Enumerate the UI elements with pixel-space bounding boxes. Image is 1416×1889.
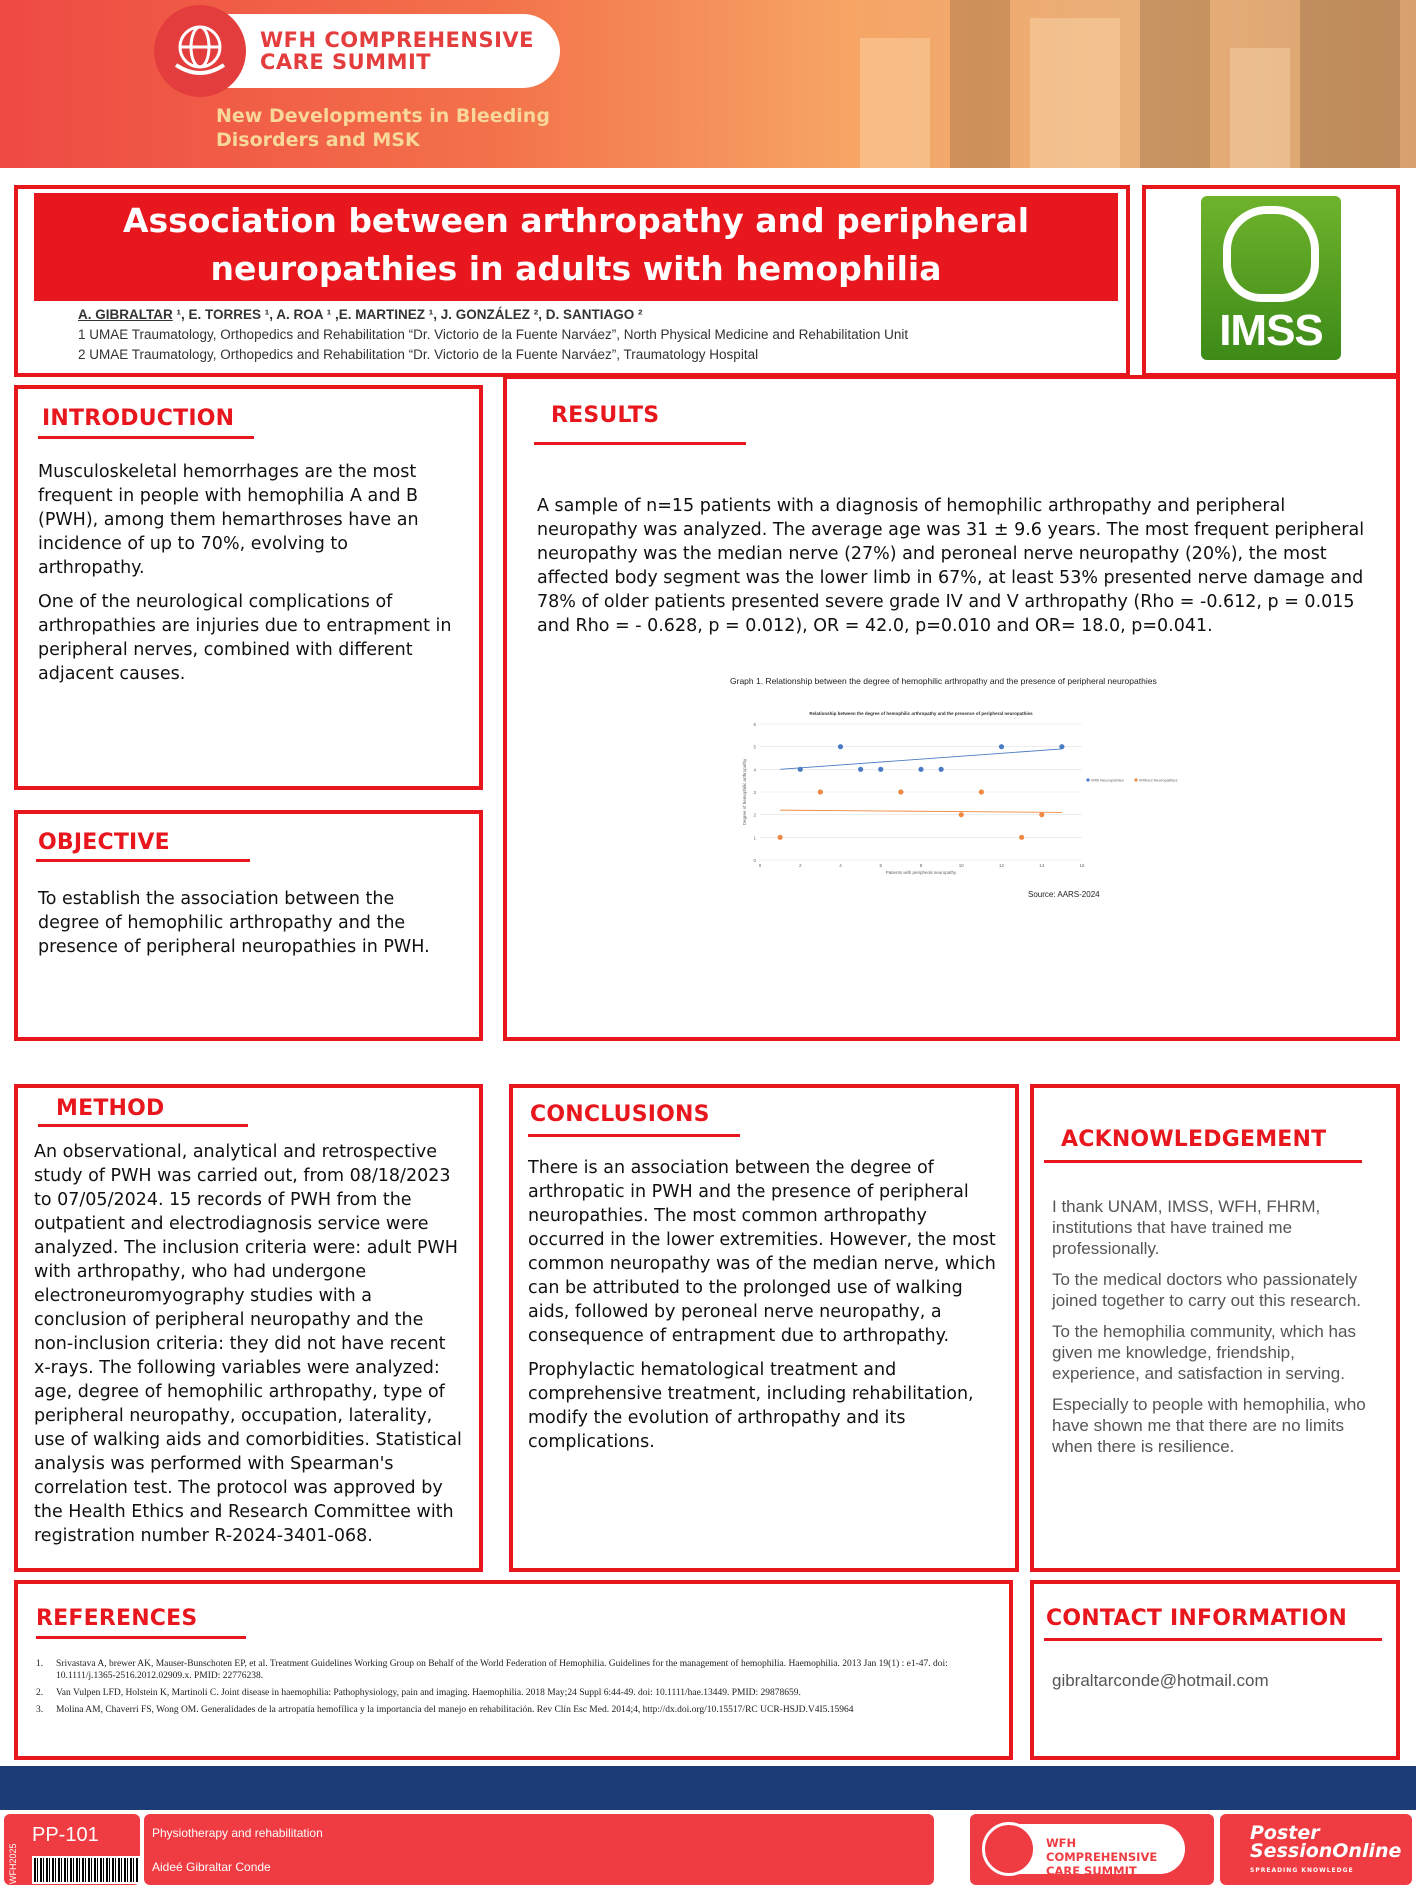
- data-point: [959, 812, 964, 817]
- imss-logo-text: IMSS: [1219, 306, 1323, 355]
- acknowledgement-paragraph-2: To the medical doctors who passionately joined together to carry out this research.: [1052, 1270, 1361, 1310]
- conclusions-underline: [528, 1134, 740, 1137]
- reference-number: 1.: [36, 1659, 44, 1669]
- introduction-paragraph-2: One of the neurological complications of arthropathies are injuries due to entrapment in peripheral nerves, combined with different adjacent causes.: [38, 592, 452, 684]
- footer: [0, 1810, 1416, 1889]
- data-point: [818, 789, 823, 794]
- poster-category: Physiotherapy and rehabilitation: [152, 1826, 323, 1840]
- y-tick-label: 2: [753, 812, 756, 818]
- contact-title: CONTACT INFORMATION: [1046, 1606, 1347, 1631]
- data-point: [1059, 744, 1064, 749]
- reference-item: [36, 1687, 996, 1699]
- data-point: [858, 767, 863, 772]
- x-tick-label: 8: [919, 863, 923, 868]
- pso-line-1: Poster: [1250, 1822, 1320, 1844]
- data-point: [939, 767, 944, 772]
- data-point: [979, 789, 984, 794]
- banner-subtitle-1: New Developments in Bleeding: [216, 105, 550, 127]
- footer-divider-bar: [0, 1766, 1416, 1810]
- data-point: [999, 744, 1004, 749]
- affiliation-1: 1 UMAE Traumatology, Orthopedics and Rehabilitation “Dr. Victorio de la Fuente Narváez”, North Physical Medicine and Rehabilitation Unit: [78, 327, 909, 342]
- authors-block: [78, 305, 908, 365]
- contact-underline: [1044, 1638, 1382, 1641]
- y-tick-label: 6: [753, 722, 756, 727]
- poster-author: Aideé Gibraltar Conde: [152, 1860, 271, 1874]
- x-axis-label: Patients with peripheral neuropathy: [885, 870, 957, 875]
- data-point: [1019, 835, 1024, 840]
- method-title: METHOD: [56, 1096, 165, 1121]
- reference-item: [36, 1704, 996, 1716]
- reference-text: Srivastava A, brewer AK, Mauser-Bunschoten EP, et al. Treatment Guidelines Working Group on Behalf of the World Federation of Hemophilia. Guidelines for the management of hemophilia. Haemophilia. 2013 Jan 19(1) : e1-47. doi: 10.1111/j.1365-2516.2012.02909.x. PMID: 22776238.: [56, 1659, 948, 1681]
- chart-title: Relationship between the degree of hemophilic arthropathy and the presence of peripheral neuropathies: [809, 711, 1033, 716]
- pso-line-2: SessionOnline: [1250, 1840, 1402, 1862]
- footer-logo-line-1: WFH COMPREHENSIVE: [1046, 1836, 1158, 1864]
- reference-item: [36, 1658, 996, 1682]
- footer-summit-logo: [990, 1824, 1185, 1878]
- acknowledgement-paragraph-1: I thank UNAM, IMSS, WFH, FHRM, institutions that have trained me professionally.: [1052, 1197, 1321, 1258]
- method-body: [34, 1140, 466, 1558]
- x-tick-label: 6: [879, 863, 883, 868]
- chart-source: Source: AARS-2024: [1028, 890, 1100, 899]
- reference-text: Molina AM, Chaverri FS, Wong OM. Generalidades de la artropatía hemofílica y la importancia del manejo en rehabilitación. Rev Clín Esc Med. 2014;4, http://dx.doi.org/10.15517/RC UCR-HSJD.V4I5.15964: [56, 1705, 854, 1715]
- x-tick-label: 14: [1039, 863, 1045, 868]
- globe-icon: [982, 1822, 1036, 1876]
- data-point: [1039, 812, 1044, 817]
- footer-vertical-label: WFH2025: [8, 1843, 18, 1884]
- legend-label: Without Neuropathies: [1139, 777, 1178, 783]
- method-underline: [38, 1124, 248, 1127]
- legend-label: With Neuropathies: [1091, 777, 1124, 783]
- reference-text: Van Vulpen LFD, Holstein K, Martinoli C. Joint disease in haemophilia: Pathophysiology, pain and imaging. Haemophilia. 2018 May;24 Suppl 6:44-49. doi: 10.1111/hae.13449. PMID: 29878659.: [56, 1688, 801, 1698]
- introduction-title: INTRODUCTION: [42, 406, 235, 431]
- y-tick-label: 3: [753, 790, 756, 795]
- x-tick-label: 2: [798, 863, 802, 868]
- globe-hands-icon: [154, 5, 246, 97]
- pso-tagline: SPREADING KNOWLEDGE: [1250, 1867, 1354, 1874]
- legend-marker: [1086, 778, 1089, 781]
- header-banner: [0, 0, 1416, 168]
- imss-logo: [1201, 196, 1341, 360]
- poster-code: PP-101: [32, 1824, 99, 1846]
- barcode-icon: [32, 1856, 140, 1884]
- footer-logo-line-2: CARE SUMMIT: [1046, 1864, 1137, 1878]
- poster-title: [34, 193, 1118, 301]
- results-underline: [534, 442, 746, 445]
- title-line-2: neuropathies in adults with hemophilia: [210, 249, 942, 288]
- x-tick-label: 0: [758, 863, 762, 868]
- summit-logo: [160, 14, 560, 88]
- x-tick-label: 4: [839, 863, 842, 868]
- acknowledgement-title: ACKNOWLEDGEMENT: [1061, 1127, 1327, 1152]
- references-underline: [36, 1636, 246, 1639]
- results-paragraph: A sample of n=15 patients with a diagnosis of hemophilic arthropathy and peripheral neuropathy was analyzed. The average age was 31 ± 9.6 years. The most frequent peripheral neuropathy was the median nerve (27%) and peroneal nerve neuropathy (20%), the most affected body segment was the lower limb in 67%, at least 53% presented nerve damage and 78% of older patients presented severe grade IV and V arthropathy (Rho = -0.612, p = 0.015 and Rho = - 0.628, p = 0.012), OR = 42.0, p=0.010 and OR= 18.0, p=0.041.: [537, 496, 1365, 636]
- data-point: [798, 767, 803, 772]
- references-title: REFERENCES: [36, 1606, 198, 1631]
- results-body: [537, 494, 1377, 648]
- conclusions-paragraph-2: Prophylactic hematological treatment and comprehensive treatment, including rehabilitation, modify the evolution of arthropathy and its complications.: [528, 1360, 974, 1452]
- poster-session-online-logo: [1250, 1824, 1401, 1880]
- acknowledgement-underline: [1044, 1160, 1362, 1163]
- title-line-1: Association between arthropathy and peripheral: [122, 201, 1030, 240]
- method-paragraph: An observational, analytical and retrospective study of PWH was carried out, from 08/18/2023 to 07/05/2024. 15 records of PWH from the outpatient and electrodiagnosis service were analyzed. The inclusion criteria were: adult PWH with arthropathy, who had undergone electroneuromyography studies with a conclusion of peripheral neuropathy and the non-inclusion criteria: they did not have recent x-rays. The following variables were analyzed: age, degree of hemophilic arthropathy, type of peripheral neuropathy, occupation, laterality, use of walking aids and comorbidities. Statistical analysis was performed with Spearman's correlation test. The protocol was approved by the Health Ethics and Research Committee with registration number R-2024-3401-068.: [34, 1142, 462, 1546]
- footer-info-segment: [144, 1814, 934, 1885]
- logo-line-1: WFH COMPREHENSIVE: [260, 28, 534, 52]
- conclusions-title: CONCLUSIONS: [530, 1102, 710, 1127]
- x-tick-label: 10: [958, 863, 964, 868]
- references-list: [36, 1658, 996, 1721]
- introduction-paragraph-1: Musculoskeletal hemorrhages are the most frequent in people with hemophilia A and B (PWH), among them hemarthroses have an incidence of up to 70%, evolving to arthropathy.: [38, 462, 419, 578]
- other-authors: ¹, E. TORRES ¹, A. ROA ¹ ,E. MARTINEZ ¹, J. GONZÁLEZ ², D. SANTIAGO ²: [172, 307, 643, 322]
- affiliation-2: 2 UMAE Traumatology, Orthopedics and Rehabilitation “Dr. Victorio de la Fuente Narváez”, Traumatology Hospital: [78, 347, 759, 362]
- y-tick-label: 5: [753, 744, 756, 750]
- results-title: RESULTS: [551, 403, 660, 428]
- data-point: [898, 789, 903, 794]
- trend-line: [780, 749, 1062, 769]
- objective-title: OBJECTIVE: [38, 830, 170, 855]
- imss-eagle-icon: [1223, 206, 1319, 302]
- y-tick-label: 1: [753, 835, 756, 841]
- banner-subtitle-2: Disorders and MSK: [216, 129, 420, 151]
- y-axis-label: Degree of hemophilic arthropathy: [742, 758, 747, 826]
- y-tick-label: 0: [753, 858, 756, 863]
- y-tick-label: 4: [753, 767, 756, 773]
- objective-body: [38, 887, 458, 969]
- conclusions-paragraph-1: There is an association between the degree of arthropatic in PWH and the presence of peripheral neuropathies. The most common arthropathy occurred in the lower extremities. However, the most common neuropathy was of the median nerve, which can be attributed to the prolonged use of walking aids, followed by peroneal nerve neuropathy, a consequence of entrapment due to arthropathy.: [528, 1158, 996, 1346]
- data-point: [838, 744, 843, 749]
- logo-line-2: CARE SUMMIT: [260, 50, 432, 74]
- footer-code-segment: [4, 1814, 140, 1885]
- objective-underline: [36, 859, 250, 862]
- x-tick-label: 12: [998, 863, 1005, 868]
- legend-marker: [1134, 778, 1137, 781]
- contact-email[interactable]: gibraltarconde@hotmail.com: [1052, 1671, 1269, 1690]
- x-tick-label: 16: [1079, 863, 1085, 868]
- data-point: [918, 767, 923, 772]
- introduction-underline: [38, 436, 254, 439]
- conclusions-body: [528, 1156, 1003, 1464]
- introduction-body: [38, 460, 458, 696]
- acknowledgement-body: [1052, 1196, 1387, 1467]
- data-point: [878, 767, 883, 772]
- acknowledgement-paragraph-3: To the hemophilia community, which has given me knowledge, friendship, experience, and satisfaction in serving.: [1052, 1322, 1356, 1383]
- scatter-chart: [740, 706, 1178, 886]
- first-author: A. GIBRALTAR: [78, 307, 173, 322]
- chart-caption: Graph 1. Relationship between the degree of hemophilic arthropathy and the presence of peripheral neuropathies: [730, 676, 1157, 686]
- reference-number: 3.: [36, 1705, 44, 1715]
- data-point: [778, 835, 783, 840]
- reference-number: 2.: [36, 1688, 44, 1698]
- acknowledgement-paragraph-4: Especially to people with hemophilia, who have shown me that there are no limits when there is resilience.: [1052, 1395, 1366, 1456]
- objective-paragraph: To establish the association between the degree of hemophilic arthropathy and the presence of peripheral neuropathies in PWH.: [38, 889, 430, 957]
- trend-line: [780, 810, 1062, 812]
